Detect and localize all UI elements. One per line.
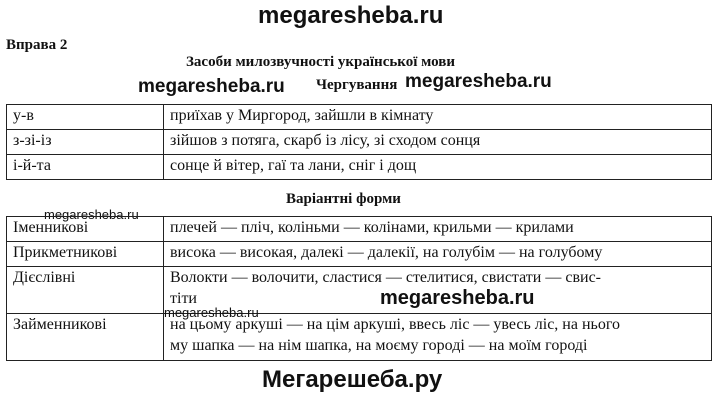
watermark-top: megaresheba.ru [258,2,444,29]
variant-key: Іменникові [7,217,164,242]
table-row [7,130,712,155]
variant-example-line: тіти [170,290,197,307]
table-row [7,242,712,267]
watermark-row3-right: megaresheba.ru [380,287,535,309]
alternation-key: з-зі-із [7,130,164,155]
watermark-mid-left: megaresheba.ru [138,76,285,97]
table-row [7,217,712,242]
alternation-example: сонце й вітер, гаї та лани, сніг і дощ [164,155,712,180]
alternations-heading: Чергування [316,77,398,93]
variant-example [164,242,712,267]
watermark-bottom: Мегарешеба.ру [262,366,443,393]
exercise-label: Вправа 2 [6,37,68,53]
table-row [7,314,712,361]
alternation-key: у-в [7,105,164,130]
variant-example-line: на цьому аркуші — на цім аркуші, ввесь ліс — увесь ліс, на нього [170,316,620,333]
variant-forms-table [6,216,712,361]
variant-example-line: плечей — пліч, коліньми — колінами, крильми — крилами [170,219,574,236]
variant-example [164,217,712,242]
alternation-example: зійшов з потяга, скарб із лісу, зі сходом сонця [164,130,712,155]
variant-example-line: висока — високая, далекі — далекії, на голубім — на голубому [170,244,603,261]
variant-example [164,314,712,361]
alternations-table [6,104,712,180]
alternation-key: і-й-та [7,155,164,180]
variant-key: Дієслівні [7,267,164,314]
page-title: Засоби милозвучності української мови [186,54,456,70]
variant-example-line: Волокти — волочити, сластися — стелитися, свистати — свис- [170,269,601,286]
watermark-table2-top: megaresheba.ru [44,207,139,222]
table-row [7,105,712,130]
table-row [7,155,712,180]
variant-example-line: му шапка — на нім шапка, на моєму городі — на моїм городі [170,337,588,354]
variant-key: Прикметникові [7,242,164,267]
variant-forms-heading: Варіантні форми [286,191,401,207]
watermark-mid-right: megaresheba.ru [405,71,552,92]
variant-key: Займенникові [7,314,164,361]
watermark-row4-left: megaresheba.ru [164,305,259,320]
alternation-example: приїхав у Миргород, зайшли в кімнату [164,105,712,130]
table-row [7,267,712,314]
